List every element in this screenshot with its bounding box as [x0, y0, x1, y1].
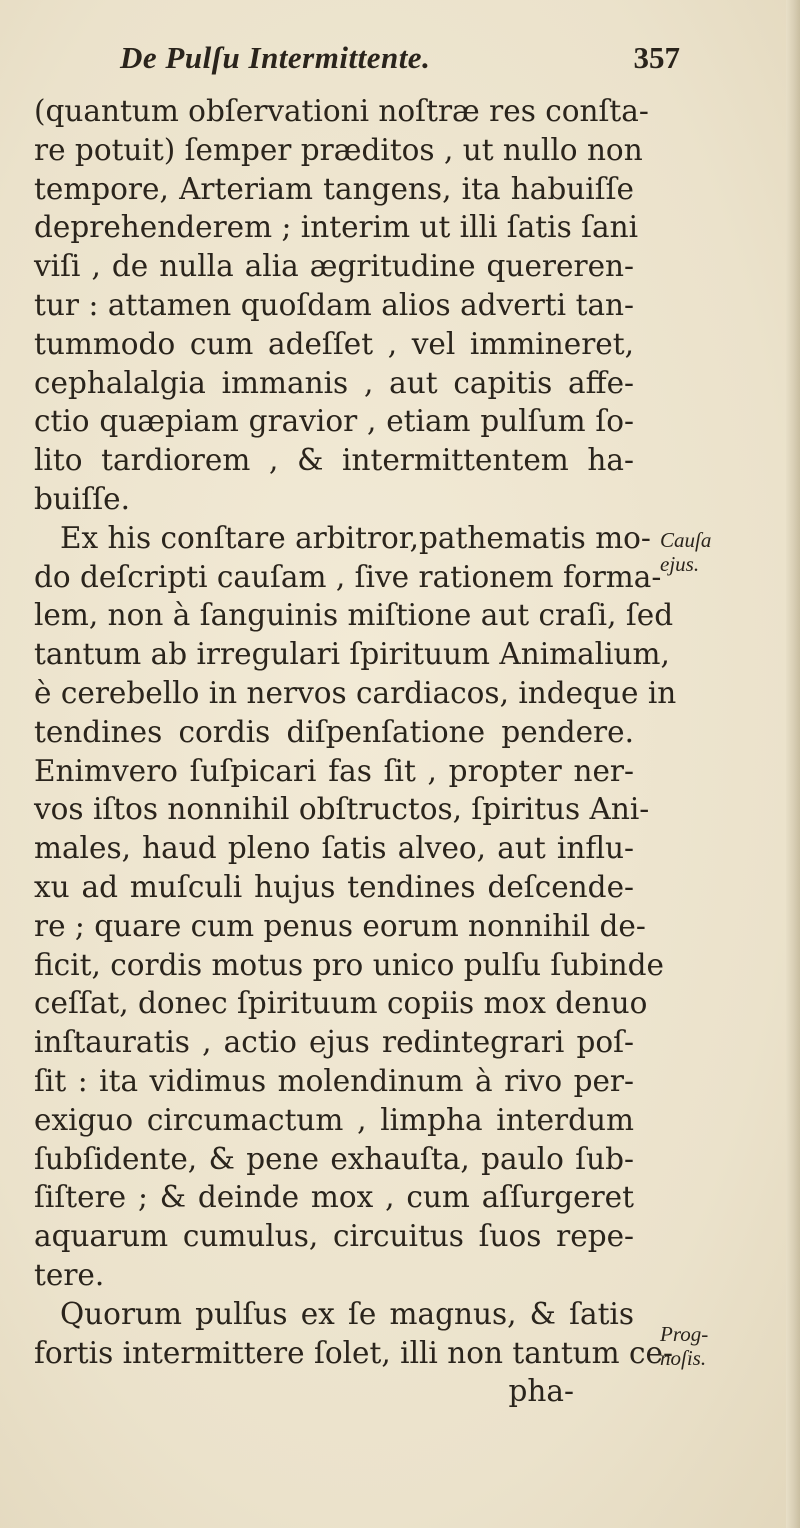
- text-line: tur : attamen quoſdam alios adverti tan-: [34, 287, 634, 322]
- text-line: do deſcripti cauſam , ſive rationem forma-: [34, 559, 662, 594]
- text-line: ceſſat, donec ſpirituum copiis mox denuo: [34, 986, 648, 1021]
- text-line: tantum ab irregulari ſpirituum Animalium,: [34, 637, 670, 672]
- paragraph-start-line: Ex his conſtare arbitror,pathematis mo-: [60, 520, 651, 555]
- margin-note-causa: [660, 528, 740, 576]
- page-number: 357: [633, 40, 680, 75]
- text-line: tendines cordis diſpenſatione pendere.: [34, 714, 634, 749]
- text-line: deprehenderem ; interim ut illi ſatis ſani: [34, 210, 639, 245]
- page-header: [120, 40, 680, 86]
- margin-note-line: ejus.: [660, 552, 700, 576]
- text-line: inſtauratis , actio ejus redintegrari poſ-: [34, 1025, 634, 1060]
- text-line: lito tardiorem , & intermittentem ha-: [34, 443, 634, 478]
- text-line: ſiſtere ; & deinde mox , cum aſſurgeret: [34, 1180, 634, 1215]
- text-line: fortis intermittere ſolet, illi non tantum ce-: [34, 1335, 673, 1370]
- paragraph-start-line: Quorum pulſus ex ſe magnus, & ſatis: [60, 1296, 634, 1331]
- text-line: ficit, cordis motus pro unico pulſu ſubinde: [34, 947, 664, 982]
- text-line: males, haud pleno ſatis alveo, aut influ-: [34, 831, 634, 866]
- text-line: buiſſe.: [34, 481, 130, 516]
- text-line: xu ad muſculi hujus tendines deſcende-: [34, 869, 634, 904]
- text-line: ſit : ita vidimus molendinum à rivo per-: [34, 1063, 634, 1098]
- text-line: exiguo circumactum , limpha interdum: [34, 1102, 634, 1137]
- margin-note-line: Prog-: [660, 1322, 709, 1346]
- catchword-line: pha-: [508, 1374, 574, 1409]
- text-line: ſubſidente, & pene exhauſta, paulo ſub-: [34, 1141, 634, 1176]
- text-line: lem, non à ſanguinis miſtione aut craſi, ſed: [34, 598, 674, 633]
- text-line: Enimvero ſuſpicari fas ſit , propter ner-: [34, 753, 634, 788]
- text-line: re ; quare cum penus eorum nonnihil de-: [34, 908, 646, 943]
- text-line: è cerebello in nervos cardiacos, indeque in: [34, 675, 677, 710]
- text-line: vos iſtos nonnihil obſtructos, ſpiritus Ani-: [34, 792, 650, 827]
- body-text: [34, 92, 677, 1411]
- text-line: tempore, Arteriam tangens, ita habuiſſe: [34, 171, 634, 206]
- margin-note-prognosis: [660, 1322, 740, 1370]
- margin-note-line: noſis.: [660, 1346, 707, 1370]
- running-title: De Pulſu Intermittente.: [120, 40, 431, 75]
- page-edge: [786, 0, 800, 1528]
- text-line: tere.: [34, 1257, 105, 1292]
- text-line: aquarum cumulus, circuitus ſuos repe-: [34, 1219, 634, 1254]
- text-line: (quantum obſervationi noſtræ res conſta-: [34, 94, 649, 128]
- text-line: re potuit) ſemper præditos , ut nullo non: [34, 132, 643, 167]
- text-line: tummodo cum adeſſet , vel immineret,: [34, 326, 634, 361]
- text-line: viſi , de nulla alia ægritudine quereren-: [34, 249, 634, 284]
- text-line: cephalalgia immanis , aut capitis affe-: [34, 365, 634, 400]
- margin-note-line: Cauſa: [660, 528, 712, 552]
- text-line: ctio quæpiam gravior , etiam pulſum ſo-: [34, 404, 634, 439]
